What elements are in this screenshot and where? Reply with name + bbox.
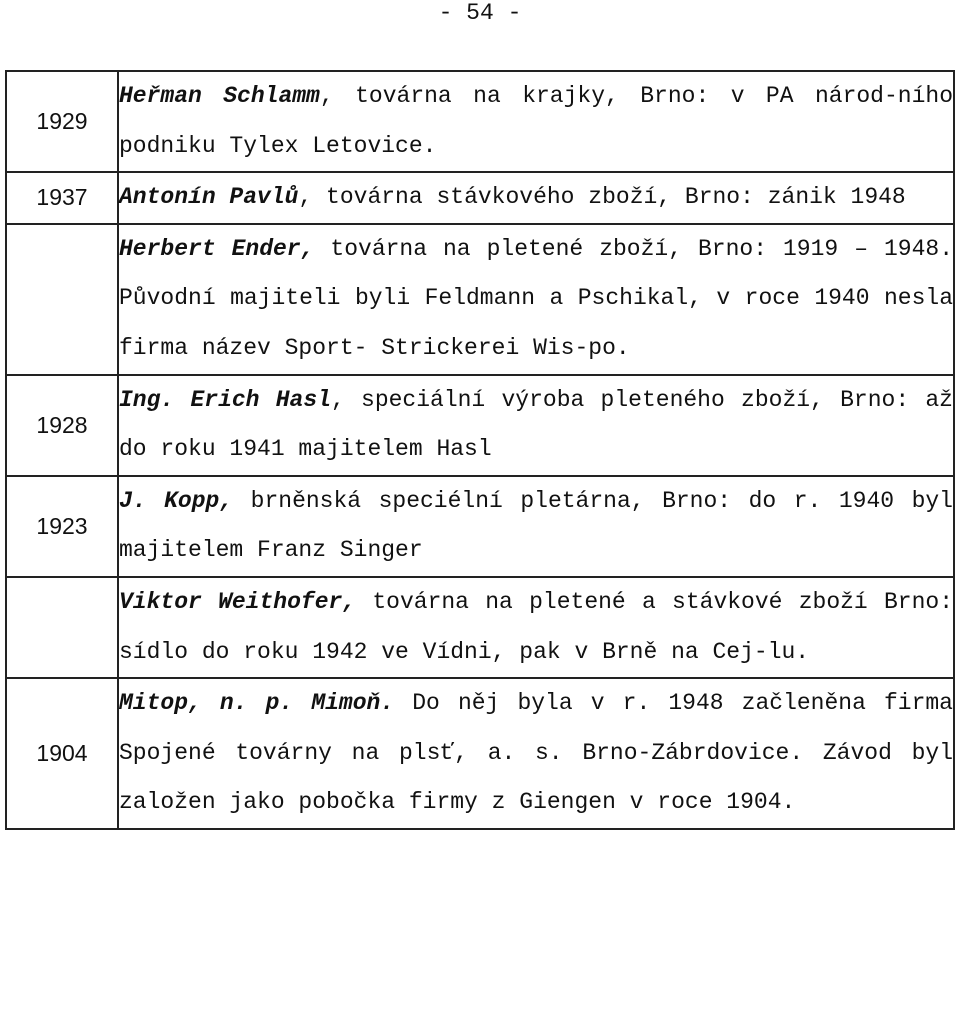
table-row xyxy=(6,224,954,375)
company-description: brněnská speciélní pletárna, Brno: do r. 1940 byl majitelem Franz Singer xyxy=(119,487,953,564)
table-row xyxy=(6,375,954,476)
company-description: , továrna stávkového zboží, Brno: zánik 1948 xyxy=(298,184,906,211)
company-name: Heřman Schlamm xyxy=(119,83,320,109)
company-name: Mitop, n. p. Mimoň. xyxy=(119,690,395,717)
table-row xyxy=(6,678,954,829)
company-description: továrna na pletené a stávkové zboží Brno: sídlo do roku 1942 ve Vídni, pak v Brně na Cej-lu. xyxy=(119,588,954,665)
table-row xyxy=(6,172,954,224)
year-cell xyxy=(6,577,118,678)
company-description: továrna na pletené zboží, Brno: 1919 – 1948. Původní majiteli byli Feldmann a Pschikal, v roce 1940 nesla firma název Sport- Strickerei Wis-po. xyxy=(119,235,953,361)
entry-cell xyxy=(118,678,954,829)
entry-cell xyxy=(118,71,954,172)
entry-cell xyxy=(118,224,954,375)
entry-cell xyxy=(118,375,954,476)
year-cell: 1929 xyxy=(6,71,118,172)
entry-cell xyxy=(118,577,954,678)
entry-cell xyxy=(118,476,954,577)
year-cell xyxy=(6,224,118,375)
company-description: , speciální výroba pleteného zboží, Brno: až do roku 1941 majitelem Hasl xyxy=(119,386,953,463)
year-cell: 1923 xyxy=(6,476,118,577)
year-cell: 1904 xyxy=(6,678,118,829)
company-records-table xyxy=(5,70,955,830)
table-row xyxy=(6,577,954,678)
table-row xyxy=(6,71,954,172)
year-cell: 1928 xyxy=(6,375,118,476)
company-description: Do něj byla v r. 1948 začleněna firma Spojené továrny na plsť, a. s. Brno-Zábrdovice. Závod byl založen jako pobočka firmy z Giengen v roce 1904. xyxy=(119,690,953,816)
entry-cell xyxy=(118,172,954,224)
company-description: , továrna na krajky, Brno: v PA národ-ního podniku Tylex Letovice. xyxy=(119,83,953,159)
company-name: J. Kopp, xyxy=(119,487,234,514)
table-row xyxy=(6,476,954,577)
page-number: - 54 - xyxy=(438,0,522,26)
company-name: Herbert Ender, xyxy=(119,235,315,262)
year-cell: 1937 xyxy=(6,172,118,224)
company-name: Viktor Weithofer, xyxy=(119,588,357,615)
company-name: Ing. Erich Hasl xyxy=(119,386,331,413)
company-name: Antonín Pavlů xyxy=(119,184,299,211)
